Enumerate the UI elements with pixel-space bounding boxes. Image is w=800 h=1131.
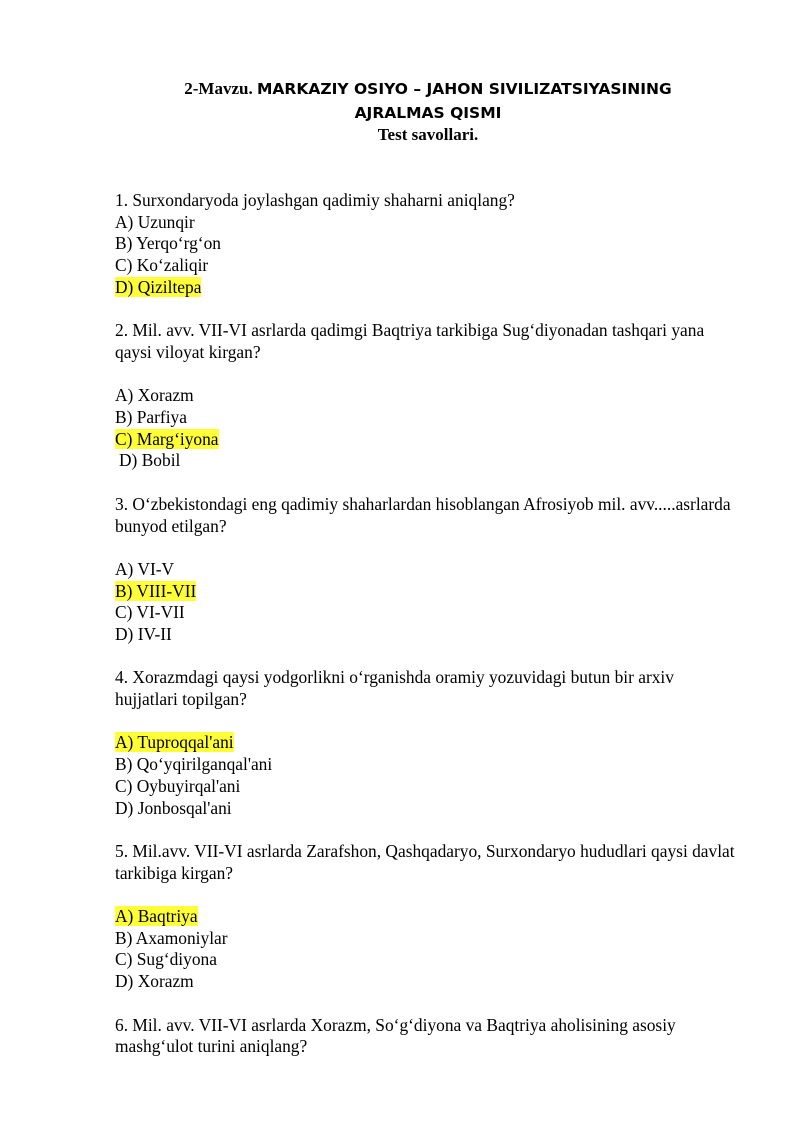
answer-option: B) Axamoniylar (115, 927, 228, 948)
answer-option: A) Uzunqir (115, 211, 195, 232)
answer-option: C) Ko‘zaliqir (115, 255, 209, 276)
answer-option: B) Yerqo‘rg‘on (115, 233, 221, 254)
correct-answer-option: C) Marg‘iyona (115, 428, 219, 449)
header-title-line-1 (0, 78, 800, 100)
question-text: 6. Mil. avv. VII-VI asrlarda Xorazm, So‘g‘diyona va Baqtriya aholisining asosiy mashg‘ulot turini aniqlang? (115, 1014, 676, 1057)
correct-answer-option: A) Tuproqqal'ani (115, 732, 234, 753)
correct-answer-option: D) Qiziltepa (115, 276, 202, 297)
question-text: 2. Mil. avv. VII-VI asrlarda qadimgi Baqtriya tarkibiga Sug‘diyonadan tashqari yana qaysi viloyat kirgan? (115, 320, 705, 362)
answer-option: C) Oybuyirqal'ani (115, 775, 241, 796)
question-block (115, 1015, 740, 1058)
questions-list (115, 190, 740, 1058)
topic-number: 2-Mavzu. (184, 79, 253, 98)
answer-option: C) VI-VII (115, 602, 185, 623)
answer-option: D) Xorazm (115, 971, 194, 992)
answer-option: C) Sug‘diyona (115, 949, 217, 970)
answer-option: A) VI-V (115, 558, 175, 579)
topic-title-part-1: MARKAZIY OSIYO – JAHON SIVILIZATSIYASINING (256, 80, 672, 98)
correct-answer-option: A) Baqtriya (115, 906, 198, 927)
question-text: 4. Xorazmdagi qaysi yodgorlikni o‘rganishda oramiy yozuvidagi butun bir arxiv hujjatlari topilgan? (115, 667, 674, 710)
answer-option: D) Jonbosqal'ani (115, 797, 232, 818)
question-block (115, 667, 740, 819)
question-block (115, 190, 740, 299)
topic-title-part-2: AJRALMAS QISMI (354, 104, 502, 122)
answer-option: D) Bobil (119, 450, 181, 471)
question-block (115, 494, 740, 646)
answer-option: B) Qo‘yqirilganqal'ani (115, 754, 273, 775)
answer-option: D) IV-II (115, 624, 172, 644)
answer-option: A) Xorazm (115, 385, 194, 406)
question-text: 5. Mil.avv. VII-VI asrlarda Zarafshon, Qashqadaryo, Surxondaryo hududlari qaysi davlat tarkibiga kirgan? (115, 840, 735, 883)
question-text: 3. O‘zbekistondagi eng qadimiy shaharlardan hisoblangan Afrosiyob mil. avv.....asrlarda bunyod etilgan? (115, 493, 731, 536)
question-text: 1. Surxondaryoda joylashgan qadimiy shaharni aniqlang? (115, 190, 515, 210)
document-header (0, 78, 800, 145)
test-subtitle: Test savollari. (377, 125, 479, 144)
question-block (115, 320, 740, 472)
correct-answer-option: B) VIII-VII (115, 580, 197, 601)
question-block (115, 841, 740, 993)
answer-option: B) Parfiya (115, 407, 187, 427)
